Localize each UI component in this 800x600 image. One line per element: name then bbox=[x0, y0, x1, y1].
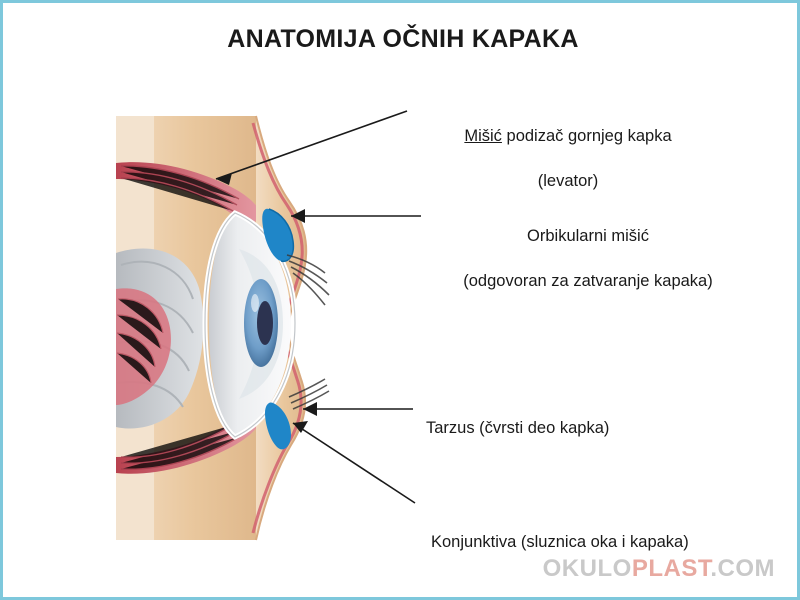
watermark-part3: .COM bbox=[710, 555, 775, 582]
watermark bbox=[543, 555, 775, 583]
page-title: ANATOMIJA OČNIH KAPAKA bbox=[227, 25, 579, 53]
label-tarsus-line1: Tarzus (čvrsti deo kapka) bbox=[426, 419, 610, 438]
watermark-part2: PLAST bbox=[631, 555, 711, 582]
label-levator-line2: (levator) bbox=[537, 171, 599, 190]
label-levator-line1-underlined: Mišić bbox=[464, 127, 502, 146]
label-conjunctiva-line1: Konjunktiva (sluznica oka i kapaka) bbox=[431, 533, 689, 552]
watermark-part1: OKULO bbox=[542, 555, 632, 582]
label-orbicularis bbox=[433, 203, 743, 292]
label-levator-line1-rest: podizač gornjeg kapka bbox=[501, 127, 672, 146]
label-conjunctiva bbox=[431, 509, 741, 554]
label-tarsus bbox=[426, 395, 726, 440]
label-orbicularis-line1: Orbikularni mišić bbox=[527, 227, 649, 246]
label-orbicularis-line2: (odgovoran za zatvaranje kapaka) bbox=[463, 271, 713, 290]
label-levator bbox=[418, 103, 718, 192]
